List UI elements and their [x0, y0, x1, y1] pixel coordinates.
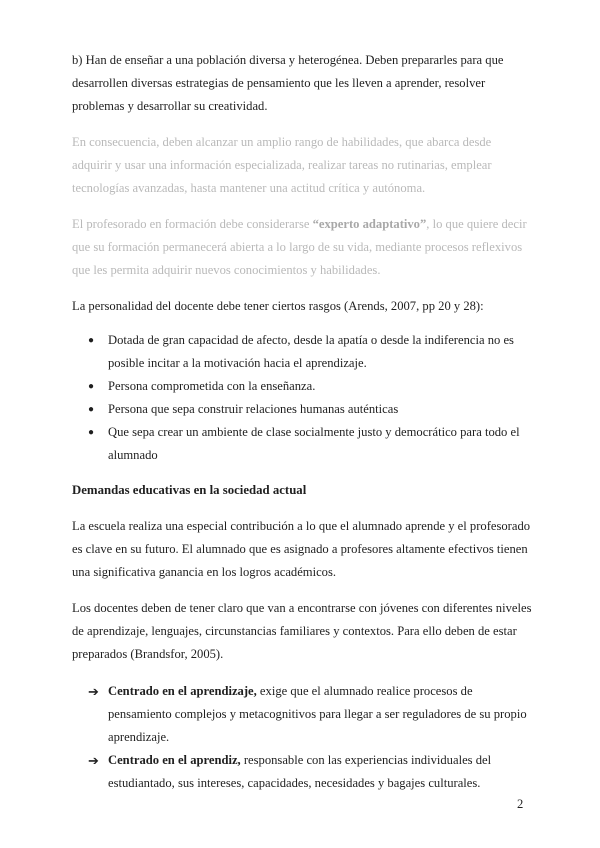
bullet-icon: ● — [88, 381, 95, 392]
list-item: ● Persona que sepa construir relaciones humanas auténticas — [72, 398, 532, 421]
bullet-icon: ● — [88, 404, 95, 415]
traits-bullet-list — [72, 329, 532, 467]
arrow-right-icon: ➔ — [88, 753, 99, 768]
page-content — [72, 49, 532, 795]
list-item: ● Que sepa crear un ambiente de clase socialmente justo y democrático para todo el alumnado — [72, 421, 532, 467]
list-item: ● Persona comprometida con la enseñanza. — [72, 375, 532, 398]
bullet-icon: ● — [88, 427, 95, 438]
list-item: ➔ Centrado en el aprendizaje, exige que el alumnado realice procesos de pensamiento complejos y metacognitivos para llegar a ser reguladores de su propio aprendizaje. — [72, 680, 532, 749]
paragraph-teacher-preparation: Los docentes deben de tener claro que van a encontrarse con jóvenes con diferentes niveles de aprendizaje, lenguajes, circunstancias familiares y contextos. Para ello deben de estar preparados (Brandsfor, 2005). — [72, 601, 532, 661]
paragraph-personality-traits: La personalidad del docente debe tener ciertos rasgos (Arends, 2007, pp 20 y 28): — [72, 299, 484, 313]
page-number: 2 — [517, 797, 524, 811]
adaptive-expert-term: “experto adaptativo” — [312, 217, 427, 231]
paragraph-diverse-population: b) Han de enseñar a una población diversa y heterogénea. Deben prepararles para que desarrollen diversas estrategias de pensamiento que les lleven a aprender, resolver problemas y desarrollar su creatividad. — [72, 53, 504, 113]
list-item: ➔ Centrado en el aprendiz, responsable con las experiencias individuales del estudiantado, sus intereses, capacidades, necesidades y bagajes culturales. — [72, 749, 532, 795]
paragraph-skills-range: En consecuencia, deben alcanzar un amplio rango de habilidades, que abarca desde adquirir y usar una información especializada, realizar tareas no rutinarias, emplear tecnologías avanzadas, hasta mantener una actitud crítica y autónoma. — [72, 135, 492, 195]
adaptive-expert-text-before: El profesorado en formación debe considerarse — [72, 217, 313, 231]
bullet-icon: ● — [88, 335, 95, 346]
section-heading: Demandas educativas en la sociedad actual — [72, 483, 307, 497]
centered-approaches-list — [72, 680, 532, 795]
paragraph-adaptive-expert — [72, 213, 532, 282]
adaptive-expert-text-after: , lo que quiere decir que su formación permanecerá abierta a lo largo de su vida, mediante procesos reflexivos que les permita adquirir nuevos conocimientos y habilidades. — [72, 217, 527, 277]
arrow-right-icon: ➔ — [88, 684, 99, 699]
paragraph-school-contribution: La escuela realiza una especial contribución a lo que el alumnado aprende y el profesorado es clave en su futuro. El alumnado que es asignado a profesores altamente efectivos tienen una significativa ganancia en los logros académicos. — [72, 519, 531, 579]
list-item: ● Dotada de gran capacidad de afecto, desde la apatía o desde la indiferencia no es posible incitar a la motivación hacia el aprendizaje. — [72, 329, 532, 375]
